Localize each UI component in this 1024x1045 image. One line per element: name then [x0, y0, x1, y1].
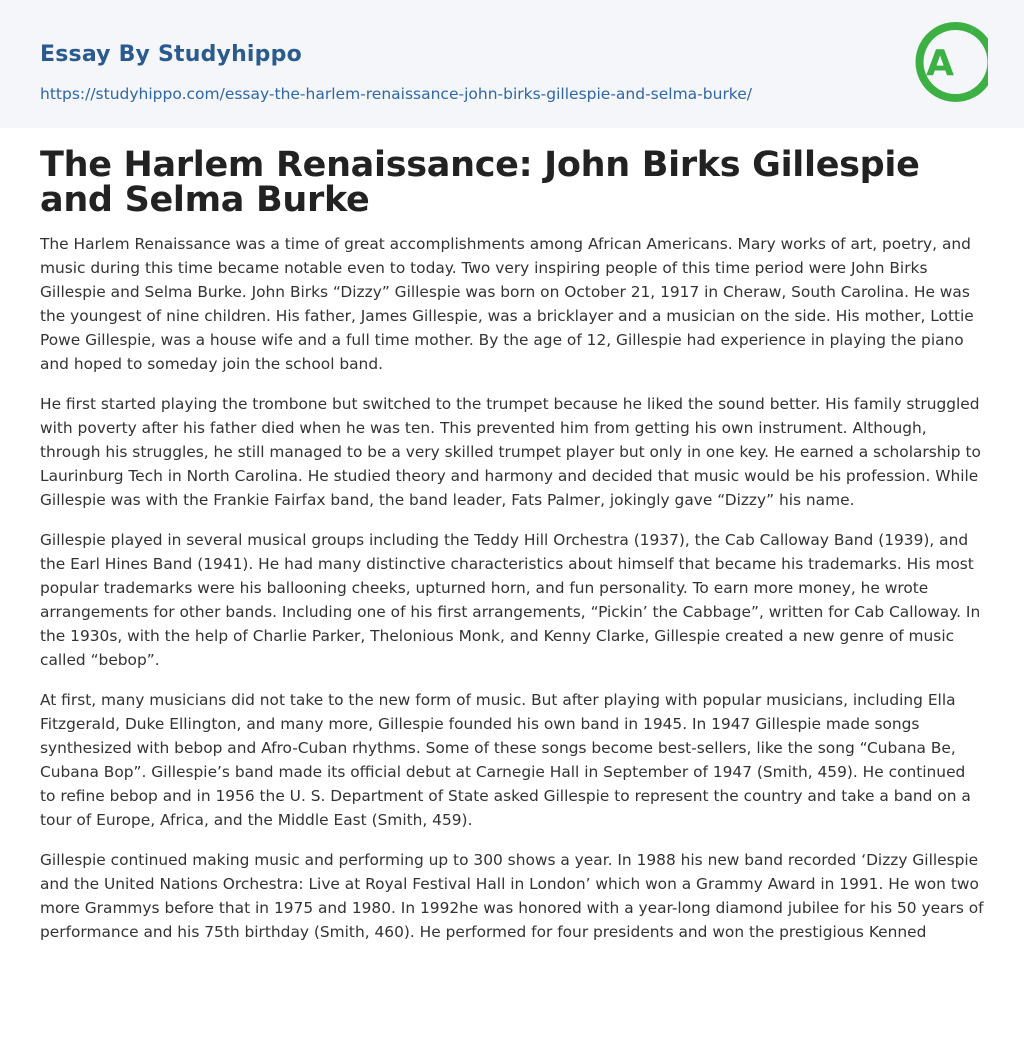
site-header: [0, 0, 1024, 128]
site-title[interactable]: Essay By Studyhippo: [40, 42, 302, 67]
article-paragraph-3: Gillespie played in several musical groups including the Teddy Hill Orchestra (1937), the Cab Calloway Band (1939), and the Earl Hines Band (1941). He had many distinctive characteristics about himself that became his trademarks. His most popular trademarks were his ballooning cheeks, upturned horn, and fun personality. To earn more money, he wrote arrangements for other bands. Including one of his first arrangements, “Pickin’ the Cabbage”, written for Cab Calloway. In the 1930s, with the help of Charlie Parker, Thelonious Monk, and Kenny Clarke, Gillespie created a new genre of music called “bebop”.: [40, 531, 981, 669]
logo-letter: A: [926, 43, 954, 84]
studyhippo-logo-icon[interactable]: [910, 18, 988, 106]
article: [40, 145, 984, 960]
article-paragraph-2: He first started playing the trombone but switched to the trumpet because he liked the sound better. His family struggled with poverty after his father died when he was ten. This prevented him from getting his own instrument. Although, through his struggles, he still managed to be a very skilled trumpet player but only in one key. He earned a scholarship to Laurinburg Tech in North Carolina. He studied theory and harmony and decided that music would be his profession. While Gillespie was with the Frankie Fairfax band, the band leader, Fats Palmer, jokingly gave “Dizzy” his name.: [40, 395, 981, 509]
article-title: The Harlem Renaissance: John Birks Gillespie and Selma Burke: [40, 145, 920, 220]
article-paragraph-4: At first, many musicians did not take to the new form of music. But after playing with popular musicians, including Ella Fitzgerald, Duke Ellington, and many more, Gillespie founded his own band in 1945. In 1947 Gillespie made songs synthesized with bebop and Afro-Cuban rhythms. Some of these songs become best-sellers, like the song “Cubana Be, Cubana Bop”. Gillespie’s band made its official debut at Carnegie Hall in September of 1947 (Smith, 459). He continued to refine bebop and in 1956 the U. S. Department of State asked Gillespie to represent the country and take a band on a tour of Europe, Africa, and the Middle East (Smith, 459).: [40, 691, 971, 829]
article-paragraph-5: Gillespie continued making music and performing up to 300 shows a year. In 1988 his new band recorded ‘Dizzy Gillespie and the United Nations Orchestra: Live at Royal Festival Hall in London’ which won a Grammy Award in 1991. He won two more Grammys before that in 1975 and 1980. In 1992he was honored with a year-long diamond jubilee for his 50 years of performance and his 75th birthday (Smith, 460). He performed for four presidents and won the prestigious Kenned: [40, 851, 984, 941]
essay-url-link[interactable]: https://studyhippo.com/essay-the-harlem-renaissance-john-birks-gillespie-and-selma-burke/: [40, 85, 752, 103]
article-paragraph-1: The Harlem Renaissance was a time of great accomplishments among African Americans. Mary works of art, poetry, and music during this time became notable even to today. Two very inspiring people of this time period were John Birks Gillespie and Selma Burke. John Birks “Dizzy” Gillespie was born on October 21, 1917 in Cheraw, South Carolina. He was the youngest of nine children. His father, James Gillespie, was a bricklayer and a musician on the side. His mother, Lottie Powe Gillespie, was a house wife and a full time mother. By the age of 12, Gillespie had experience in playing the piano and hoped to someday join the school band.: [40, 235, 974, 373]
